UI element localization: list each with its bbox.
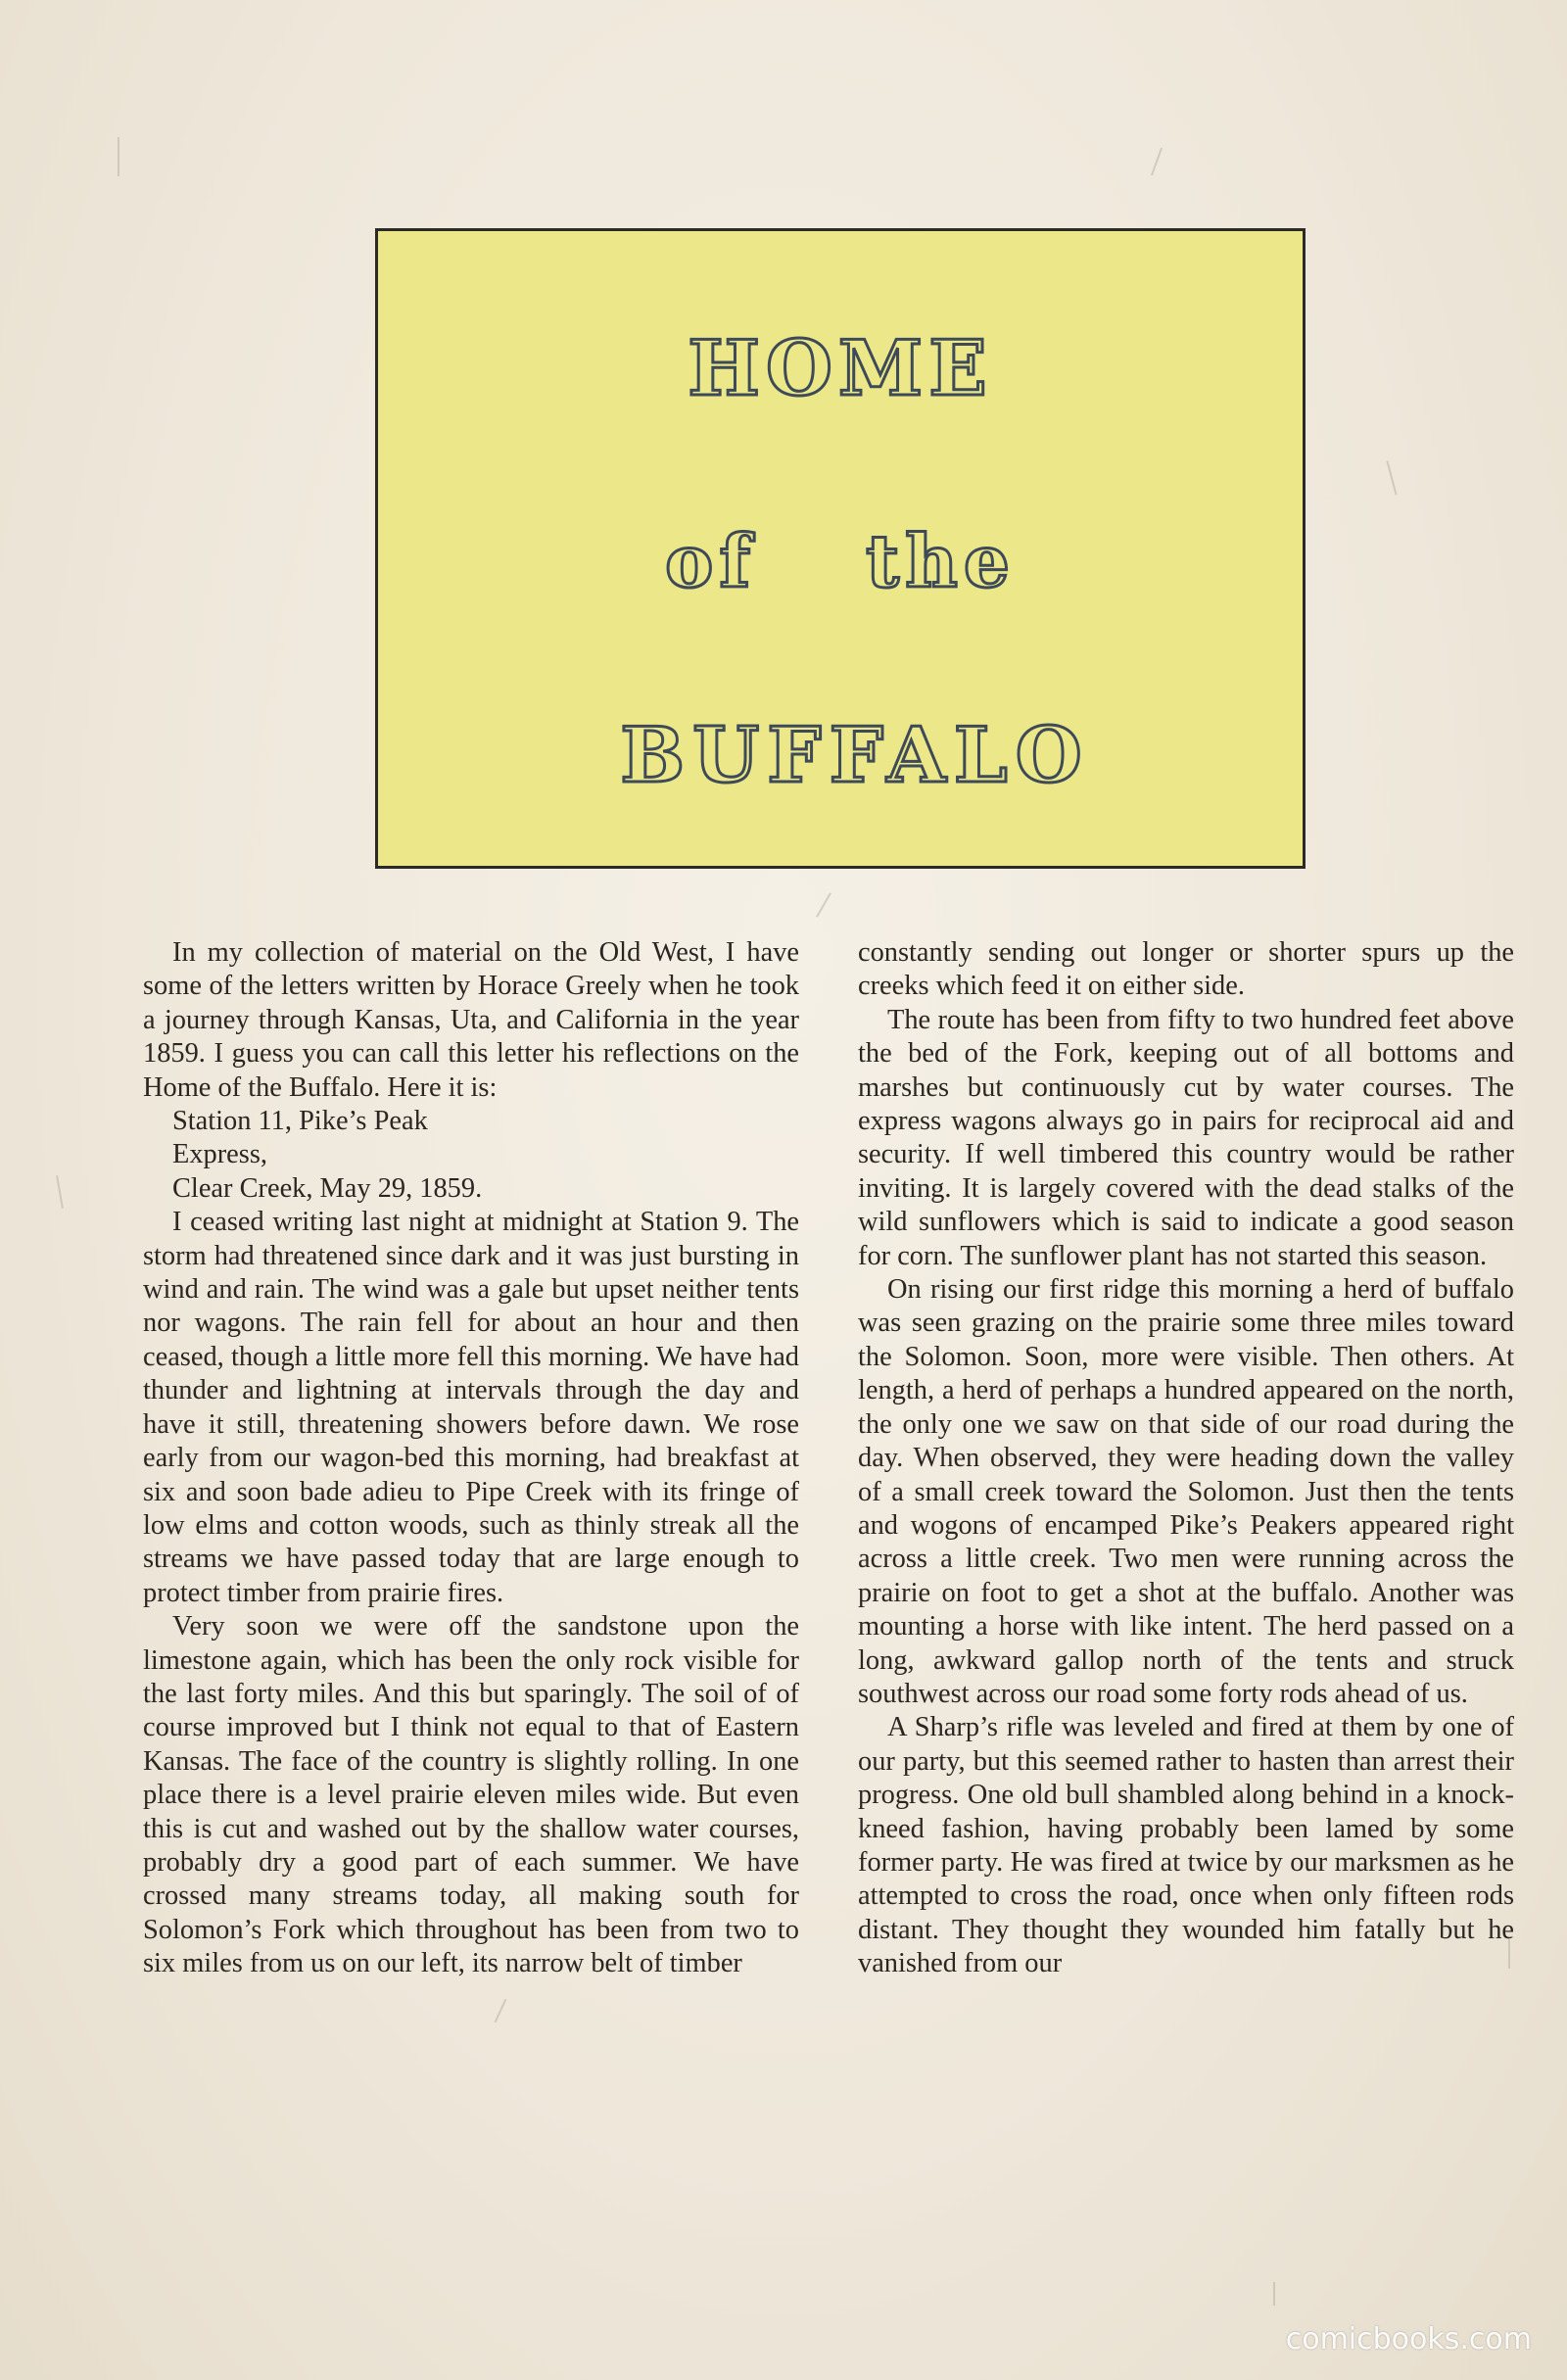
body-paragraph: Very soon we were off the sandstone upon the limestone again, which has been the only rock visible for the last forty miles. And this but sparingly. The soil of of course improved but I think not equal to that of Eastern Kansas. The face of the country is slightly rolling. In one place there is a level prairie eleven miles wide. But even this is cut and washed out by the shallow water courses, probably dry a good part of each summer. We have crossed many streams today, all making south for Solomon’s Fork which throughout has been from two to six miles from us on our left, its narrow belt of timber (143, 1611, 799, 1979)
intro-paragraph: In my collection of material on the Old West, I have some of the letters written by Horace Greely when he took a journey through Kansas, Uta, and California in the year 1859. I guess you can call this letter his reflections on the Home of the Buffalo. Here it is: (143, 937, 799, 1103)
dateline-line-3: Clear Creek, May 29, 1859. (172, 1172, 483, 1204)
left-column (143, 936, 799, 1981)
dateline-line-2: Express, (172, 1139, 267, 1170)
body-paragraph: The route has been from fifty to two hundred feet above the bed of the Fork, keeping out of all bottoms and marshes but continuously cut by water courses. The express wagons always go in pairs for reciprocal aid and security. If well timbered this country would be rather inviting. It is largely covered with the dead stalks of the wild sunflowers which is said to indicate a good season for corn. The sunflower plant has not started this season. (858, 1004, 1514, 1271)
paper-fiber (495, 1999, 507, 2023)
paper-fiber (816, 892, 831, 917)
body-paragraph-continued: constantly sending out longer or shorter spurs up the creeks which feed it on either side. (858, 937, 1514, 1002)
paper-fiber (118, 137, 119, 176)
title-buffalo: BUFFALO (620, 711, 1090, 800)
title-home: HOME (688, 324, 993, 413)
title-of-the: of the (664, 520, 1017, 604)
dateline-line-1: Station 11, Pike’s Peak (172, 1106, 428, 1137)
body-paragraph: On rising our first ridge this morning a herd of buffalo was seen grazing on the prairie some three miles toward the Solomon. Soon, more were visible. Then others. At length, a herd of perhaps a hundred appeared on the north, the only one we saw on that side of our road during the day. When observed, they were heading down the valley of a small creek toward the Solomon. Just then the tents and wogons of encamped Pike’s Peakers appeared right across a little creek. Two men were running across the prairie on foot to get a shot at the buffalo. Another was mounting a horse with like intent. The herd passed on a long, awkward gallop north of the tents and struck southwest across our road some forty rods ahead of us. (858, 1274, 1514, 1709)
right-column (858, 936, 1514, 1981)
paper-fiber (1386, 460, 1397, 495)
paper-fiber (1151, 148, 1163, 176)
watermark: comicbooks.com (1285, 2322, 1532, 2356)
paper-fiber (1273, 2282, 1275, 2306)
body-paragraph: A Sharp’s rifle was leveled and fired at them by one of our party, but this seemed rather to hasten than arrest their progress. One old bull shambled along behind in a knock-kneed fashion, having probably been lamed by some former party. He was fired at twice by our marksmen as he attempted to cross the road, once when only fifteen rods distant. They thought they wounded him fatally but he vanished from our (858, 1712, 1514, 1979)
title-panel (375, 228, 1306, 869)
paper-fiber (56, 1175, 64, 1209)
body-paragraph: I ceased writing last night at midnight at Station 9. The storm had threatened since dark and it was just bursting in wind and rain. The wind was a gale but upset neither tents nor wagons. The rain fell for about an hour and then ceased, though a little more fell this morning. We have had thunder and lightning at intervals through the day and have it still, threatening showers before dawn. We rose early from our wagon-bed this morning, had breakfast at six and soon bade adieu to Pipe Creek with its fringe of low elms and cotton woods, such as thinly streak all the streams we have passed today that are large enough to protect timber from prairie fires. (143, 1207, 799, 1608)
